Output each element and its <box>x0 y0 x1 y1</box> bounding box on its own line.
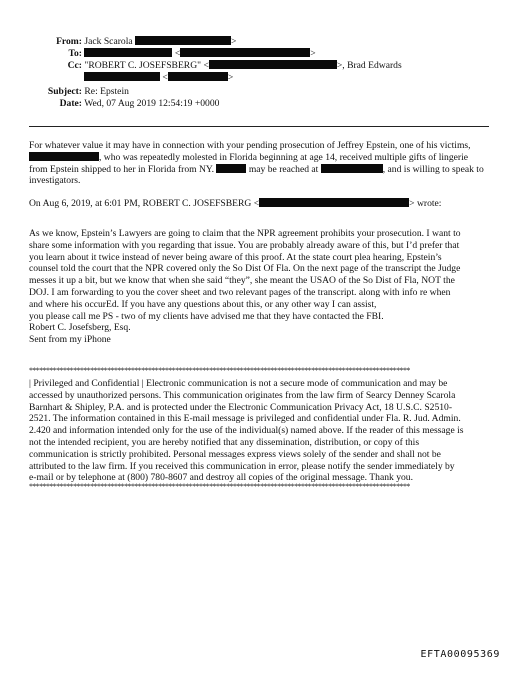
redaction-bar <box>321 164 383 173</box>
body-line: share some information with you regarding that issue. You are probably already aware of this, but I’d prefer that <box>29 239 460 251</box>
cc-row-continued <box>84 72 233 84</box>
intro-text-4: , and is willing to speak to investigators. <box>29 163 484 187</box>
date-value: Wed, 07 Aug 2019 12:54:19 +0000 <box>84 98 220 109</box>
subject-value: Re: Epstein <box>84 86 129 97</box>
quote-header <box>29 198 441 210</box>
angle-close: > <box>227 72 234 83</box>
from-value: Jack Scarola <box>84 36 133 47</box>
cc-row <box>48 60 402 72</box>
from-label: From: <box>56 36 82 47</box>
angle-close: > <box>231 36 237 47</box>
body-line: messes it up a bit, but we know that when she said “they”, she meant the USAO of the So Dist of Fla, NOT the <box>29 275 455 287</box>
redaction-bar <box>84 48 172 57</box>
intro-text-1: For whatever value it may have in connection with your pending prosecution of Jeffrey Epstein, one of his victims, <box>29 140 471 151</box>
cc-label: Cc: <box>67 60 82 71</box>
angle-open: < <box>162 72 168 83</box>
header-divider <box>29 126 489 127</box>
disclaimer-line: 2521. The information contained in this E-mail message is privileged and confidential under Fla. R. Jud. Admin. <box>29 413 461 425</box>
disclaimer-line: 2.420 and information intended only for the use of the individual(s) named above. If the reader of this message is <box>29 425 464 437</box>
from-row <box>48 36 236 48</box>
date-row <box>34 98 219 110</box>
to-row <box>48 48 316 60</box>
date-label: Date: <box>59 98 82 109</box>
asterisk-divider-top: **************************************************************************************************************** <box>29 366 410 375</box>
body-line: you learn about it twice instead of never being aware of this proof. At the state court plea hearing, Epstein’s <box>29 251 442 263</box>
disclaimer-line: accessed by unauthorized persons. This communication originates from the law firm of Searcy Denney Scarola <box>29 389 456 401</box>
message-body <box>29 228 489 346</box>
redaction-bar <box>180 48 310 57</box>
quote-suffix: > wrote: <box>409 198 442 209</box>
disclaimer-line: Barnhart & Shipley, P.A. and is protected under the Electronic Communication Privacy Act, 18 U.S.C. S2510- <box>29 401 453 413</box>
asterisk-divider-bottom: **************************************************************************************************************** <box>29 482 410 491</box>
intro-paragraph <box>29 140 489 187</box>
disclaimer <box>29 378 489 484</box>
disclaimer-line: communication is strictly prohibited. Personal messages express views solely of the sender and shall not be <box>29 448 441 460</box>
body-line: DOJ. I am forwarding to you the cover sheet and two relevant pages of the transcript. along with info re when <box>29 286 451 298</box>
to-label: To: <box>68 48 82 59</box>
redaction-bar <box>216 164 246 173</box>
body-line: counsel told the court that the NPR covered only the So Dist Of Fla. On the next page of the transcript the Judge <box>29 263 461 275</box>
redaction-bar <box>259 198 409 207</box>
disclaimer-line: not the intended recipient, you are hereby notified that any dissemination, distribution, or copy of this <box>29 436 420 448</box>
redaction-bar <box>84 72 160 81</box>
redaction-bar <box>168 72 228 81</box>
angle-close: > <box>310 48 316 59</box>
cc-value: "ROBERT C. JOSEFSBERG" < <box>84 60 209 71</box>
redaction-bar <box>29 152 99 161</box>
disclaimer-line: e-mail or by telephone at (800) 780-8607 and destroy all copies of the original message. Thank you. <box>29 472 414 484</box>
intro-text-3: may be reached at <box>248 163 319 175</box>
disclaimer-line: attributed to the law firm. If you received this communication in error, please notify the sender immediately by <box>29 460 455 472</box>
quote-prefix: On Aug 6, 2019, at 6:01 PM, ROBERT C. JOSEFSBERG < <box>29 198 260 209</box>
body-line: you please call me PS - two of my clients have advised me that they have contacted the FBI. <box>29 310 384 322</box>
signature-name: Robert C. Josefsberg, Esq. <box>29 322 131 334</box>
signature-device: Sent from my iPhone <box>29 334 111 346</box>
redaction-bar <box>209 60 337 69</box>
subject-row <box>34 86 129 98</box>
body-line: As we know, Epstein’s Lawyers are going to claim that the NPR agreement prohibits your prosecution. I want to <box>29 228 461 239</box>
bates-number: EFTA00095369 <box>420 648 500 660</box>
cc-tail: >, Brad Edwards <box>336 60 402 71</box>
angle-open: < <box>174 48 181 59</box>
intro-text-2: , who was repeatedly molested in Florida beginning at age 14, received multiple gifts of lingerie from Epstein shipped to her in Florida from NY. <box>29 151 468 175</box>
subject-label: Subject: <box>47 86 82 97</box>
redaction-bar <box>135 36 231 45</box>
disclaimer-line: | Privileged and Confidential | Electronic communication is not a secure mode of communication and may be <box>29 378 448 389</box>
body-line: and where his occurEd. If you have any questions about this, or any other way I can assist, <box>29 298 377 310</box>
